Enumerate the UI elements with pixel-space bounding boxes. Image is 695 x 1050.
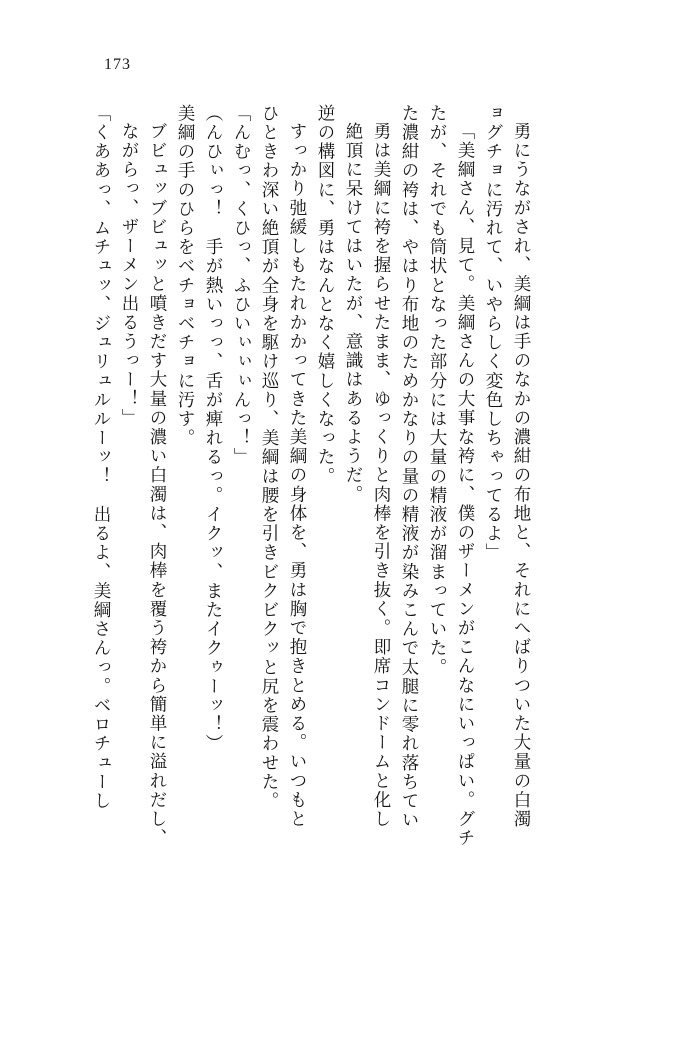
page-number: 173 <box>104 56 131 73</box>
text-column: 美綱の手のひらをベチョベチョに汚す。 <box>175 104 195 448</box>
text-column: すっかり弛緩しもたれかかってきた美綱の身体を、勇は胸で抱きとめる。いつもと <box>287 122 307 829</box>
text-column: た濃紺の袴は、やはり布地のためかなりの量の精液が染みこんで太腿に零れ落ちてい <box>399 104 419 830</box>
text-column: 絶頂に呆けてはいたが、意識はあるようだ。 <box>343 122 363 504</box>
text-column: たが、それでも筒状となった部分には大量の精液が溜まっていた。 <box>427 104 447 677</box>
text-column: 勇は美綱に袴を握らせたまま、ゆっくりと肉棒を引き抜く。即席コンドームと化し <box>371 122 391 829</box>
text-column: （んひぃっ！ 手が熱いっっ、舌が痺れるっ。イクッ、またイクゥーッ！） <box>203 104 223 754</box>
text-column: ョグチョに汚れて、いやらしく変色しちゃってるよ」 <box>483 104 503 563</box>
text-column: ひときわ深い絶頂が全身を駆け巡り、美綱は腰を引きビクビクッと尻を震わせた。 <box>259 104 279 811</box>
text-column: 「んむっ、くひっ、ふひいぃぃぃんっ！」 <box>231 104 251 467</box>
text-column: ブビュッブビュッと噴きだす大量の濃い白濁は、肉棒を覆う袴から簡単に溢れだし、 <box>147 122 167 848</box>
text-column: ながらっ、ザーメン出るうっー！」 <box>119 122 139 428</box>
text-column: 「美綱さん、見て。美綱さんの大事な袴に、僕のザーメンがこんなにいっぱい。グチ <box>455 122 475 848</box>
text-column: 勇にうながされ、美綱は手のなかの濃紺の布地と、それにへばりついた大量の白濁 <box>511 122 531 829</box>
text-column: 逆の構図に、勇はなんとなく嬉しくなった。 <box>315 104 335 486</box>
text-column: 「くああっ、ムチュッ、ジュリュルルーッ！ 出るよ、美綱さんっ。ベロチューし <box>91 104 111 811</box>
vertical-text-block <box>81 104 621 964</box>
